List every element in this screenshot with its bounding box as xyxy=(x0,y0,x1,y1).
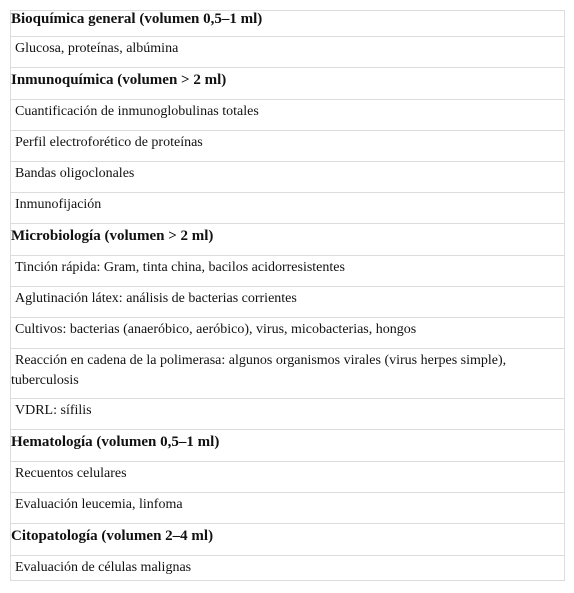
table-row: Cultivos: bacterias (anaeróbico, aeróbico), virus, micobacterias, hongos xyxy=(11,318,564,349)
table-row: Bandas oligoclonales xyxy=(11,162,564,193)
table-row: Inmunofijación xyxy=(11,193,564,224)
table-row: Recuentos celulares xyxy=(11,462,564,493)
section-header-citopatologia: Citopatología (volumen 2–4 ml) xyxy=(11,524,564,556)
section-header-microbiologia: Microbiología (volumen > 2 ml) xyxy=(11,224,564,256)
table-row-text: Reacción en cadena de la polimerasa: algunos organismos virales (virus herpes simple), tuberculosis xyxy=(11,353,507,388)
section-header-bioquimica: Bioquímica general (volumen 0,5–1 ml) xyxy=(11,11,564,37)
table-row: Cuantificación de inmunoglobulinas totales xyxy=(11,100,564,131)
table-row: Aglutinación látex: análisis de bacterias corrientes xyxy=(11,287,564,318)
section-header-hematologia: Hematología (volumen 0,5–1 ml) xyxy=(11,430,564,462)
table-row: VDRL: sífilis xyxy=(11,399,564,430)
table-row xyxy=(11,349,564,399)
table-row: Evaluación de células malignas xyxy=(11,556,564,581)
table-row: Perfil electroforético de proteínas xyxy=(11,131,564,162)
section-header-inmunoquimica: Inmunoquímica (volumen > 2 ml) xyxy=(11,68,564,100)
test-table xyxy=(10,10,565,581)
table-row: Evaluación leucemia, linfoma xyxy=(11,493,564,524)
table-row: Glucosa, proteínas, albúmina xyxy=(11,37,564,68)
table-row: Tinción rápida: Gram, tinta china, bacilos acidorresistentes xyxy=(11,256,564,287)
